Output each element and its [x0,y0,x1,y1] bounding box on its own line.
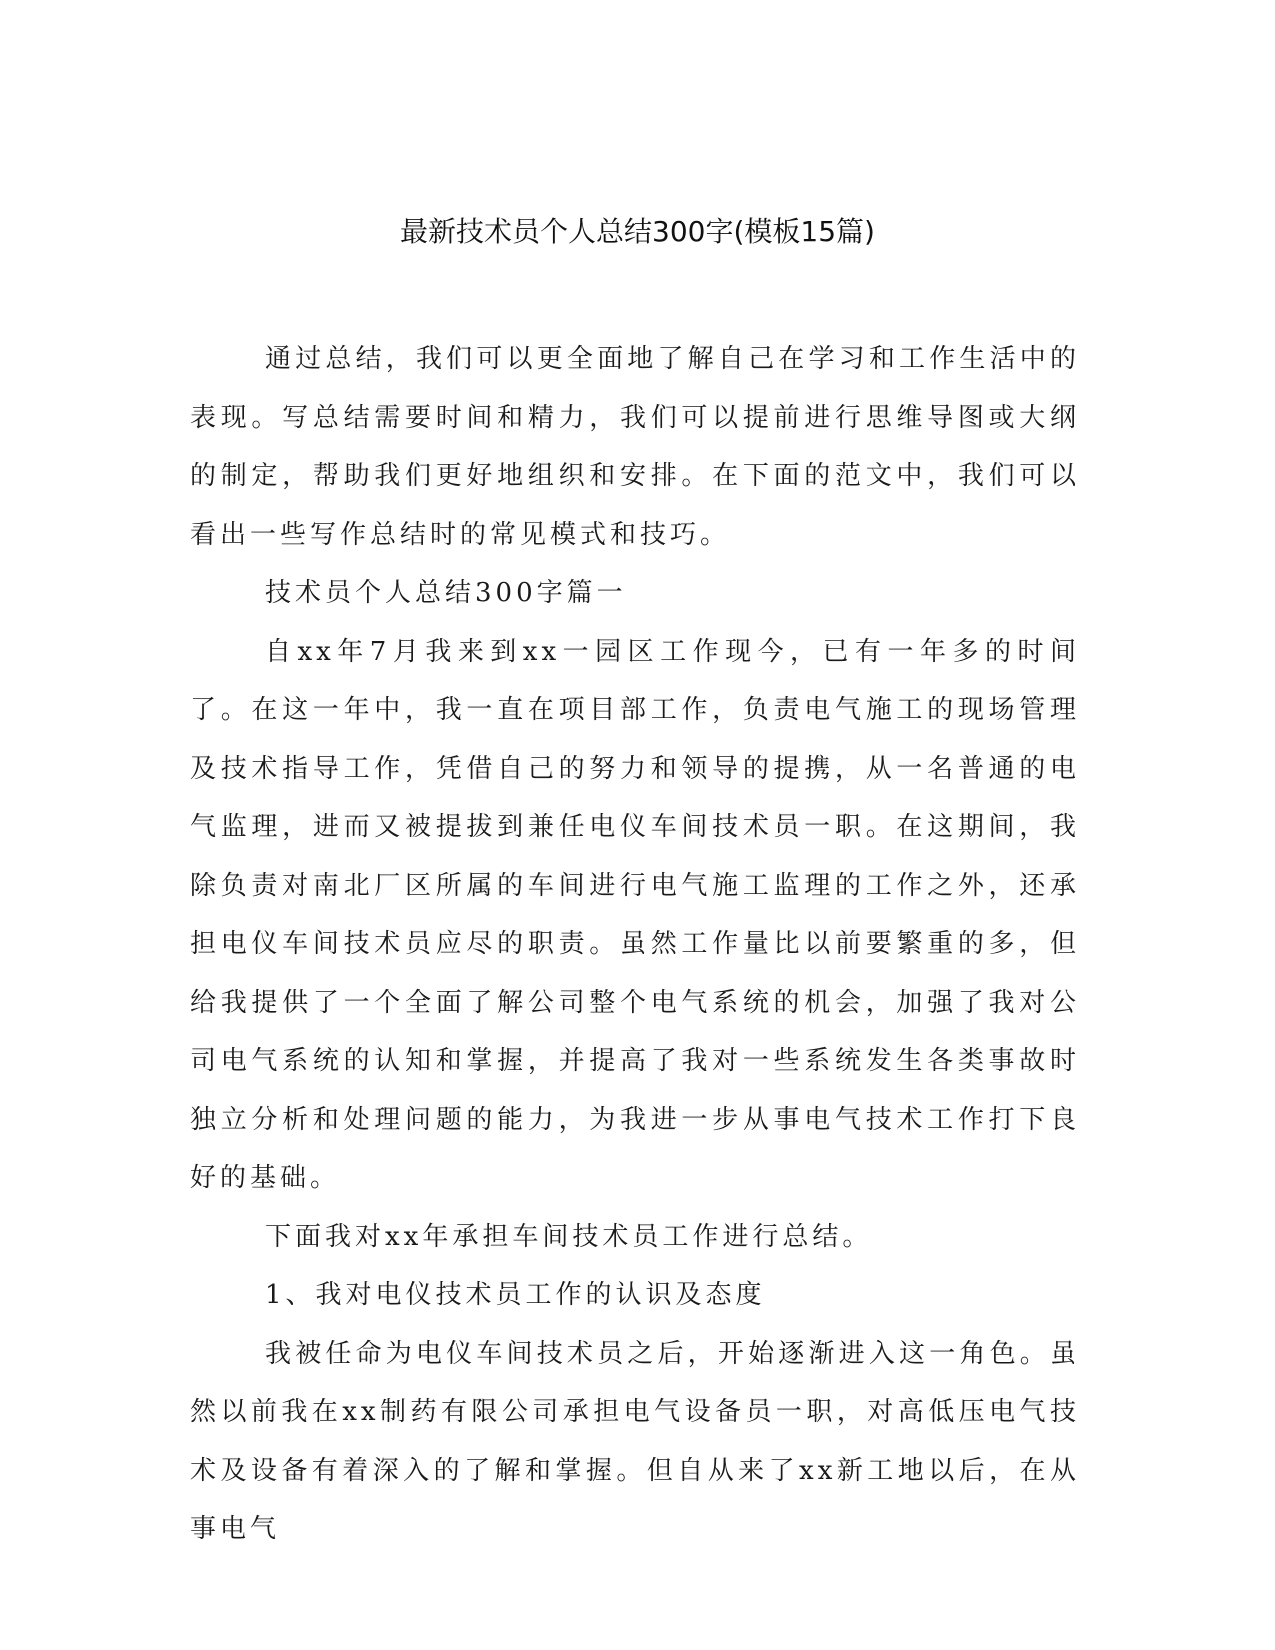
document-body [190,330,1080,1559]
body-paragraph: 下面我对xx年承担车间技术员工作进行总结。 [265,1221,873,1252]
subsection-heading: 1、我对电仪技术员工作的认识及态度 [265,1280,766,1310]
document-title: 最新技术员个人总结300字(模板15篇) [400,215,875,248]
body-paragraph: 我被任命为电仪车间技术员之后，开始逐渐进入这一角色。虽然以前我在xx制药有限公司承担电气设备员一职，对高低压电气技术及设备有着深入的了解和掌握。但自从来了xx新工地以后，在从事电气 [190,1338,1080,1544]
intro-paragraph: 通过总结，我们可以更全面地了解自己在学习和工作生活中的表现。写总结需要时间和精力，我们可以提前进行思维导图或大纲的制定，帮助我们更好地组织和安排。在下面的范文中，我们可以看出一些写作总结时的常见模式和技巧。 [190,344,1080,550]
body-paragraph: 自xx年7月我来到xx一园区工作现今，已有一年多的时间了。在这一年中，我一直在项目部工作，负责电气施工的现场管理及技术指导工作，凭借自己的努力和领导的提携，从一名普通的电气监理，进而又被提拔到兼任电仪车间技术员一职。在这期间，我除负责对南北厂区所属的车间进行电气施工监理的工作之外，还承担电仪车间技术员应尽的职责。虽然工作量比以前要繁重的多，但给我提供了一个全面了解公司整个电气系统的机会，加强了我对公司电气系统的认知和掌握，并提高了我对一些系统发生各类事故时独立分析和处理问题的能力，为我进一步从事电气技术工作打下良好的基础。 [190,636,1080,1193]
section-heading: 技术员个人总结300字篇一 [265,578,627,608]
